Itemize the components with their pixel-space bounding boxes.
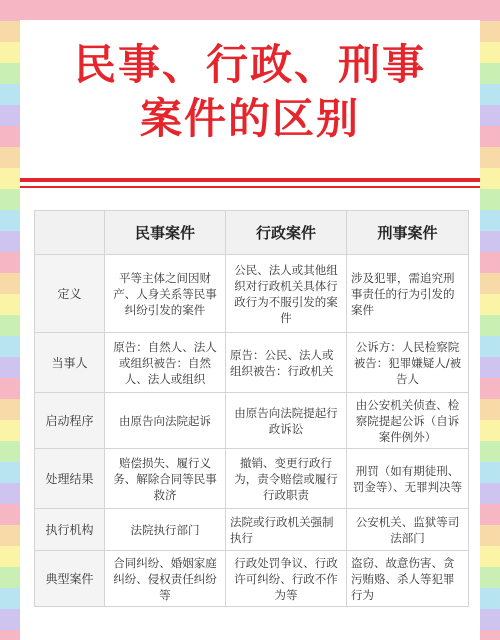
row-label: 定义 xyxy=(35,255,105,333)
title-line-2: 案件的区别 xyxy=(139,94,360,143)
divider-thick xyxy=(20,178,480,182)
cell-criminal: 公安机关、监狱等司法部门 xyxy=(347,509,469,551)
poster-card xyxy=(20,20,480,640)
header-corner xyxy=(35,211,105,255)
header-civil: 民事案件 xyxy=(105,211,226,255)
row-label: 执行机构 xyxy=(35,509,105,551)
cell-civil: 由原告向法院起诉 xyxy=(105,393,226,449)
header-criminal: 刑事案件 xyxy=(347,211,469,255)
cell-civil: 法院执行部门 xyxy=(105,509,226,551)
cell-criminal: 公诉方：人民检察院被告：犯罪嫌疑人/被告人 xyxy=(347,333,469,393)
cell-admin: 行政处罚争议、行政许可纠纷、行政不作为等 xyxy=(226,551,347,607)
cell-civil: 赔偿损失、履行义务、解除合同等民事救济 xyxy=(105,449,226,509)
cell-admin: 法院或行政机关强制执行 xyxy=(226,509,347,551)
cell-civil: 平等主体之间因财产、人身关系等民事纠纷引发的案件 xyxy=(105,255,226,333)
cell-admin: 撤销、变更行政行为，责令赔偿或履行行政职责 xyxy=(226,449,347,509)
cell-civil: 合同纠纷、婚姻家庭纠纷、侵权责任纠纷等 xyxy=(105,551,226,607)
row-label: 处理结果 xyxy=(35,449,105,509)
table-row xyxy=(35,255,469,333)
cell-admin: 原告：公民、法人或组织被告：行政机关 xyxy=(226,333,347,393)
cell-admin: 公民、法人或其他组织对行政机关具体行政行为不服引发的案件 xyxy=(226,255,347,333)
title-line-1: 民事、行政、刑事 xyxy=(73,40,426,89)
row-label: 当事人 xyxy=(35,333,105,393)
cell-admin: 由原告向法院提起行政诉讼 xyxy=(226,393,347,449)
table-row xyxy=(35,551,469,607)
table-row xyxy=(35,333,469,393)
cell-criminal: 刑罚（如有期徒刑、罚金等）、无罪判决等 xyxy=(347,449,469,509)
divider-thin xyxy=(20,186,480,188)
table-row xyxy=(35,509,469,551)
comparison-table xyxy=(34,210,469,607)
header-admin: 行政案件 xyxy=(226,211,347,255)
cell-criminal: 涉及犯罪，需追究刑事责任的行为引发的案件 xyxy=(347,255,469,333)
row-label: 启动程序 xyxy=(35,393,105,449)
table-row xyxy=(35,449,469,509)
cell-criminal: 由公安机关侦查、检察院提起公诉（自诉案件例外） xyxy=(347,393,469,449)
cell-civil: 原告：自然人、法人或组织被告：自然人、法人或组织 xyxy=(105,333,226,393)
table-row xyxy=(35,393,469,449)
row-label: 典型案件 xyxy=(35,551,105,607)
cell-criminal: 盗窃、故意伤害、贪污贿赂、杀人等犯罪行为 xyxy=(347,551,469,607)
header-row xyxy=(35,211,469,255)
